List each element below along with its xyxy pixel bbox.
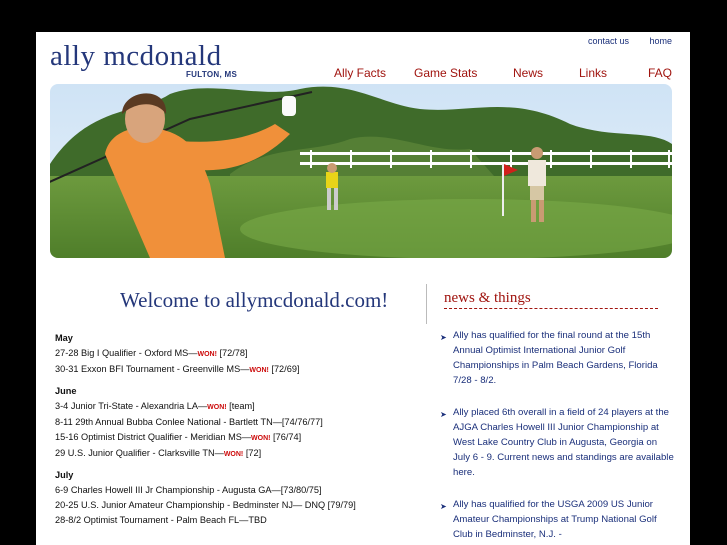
news-item[interactable]: ➤ Ally placed 6th overall in a field of 24 players at the AJGA Charles Howell III Junior Championship at West Lake Country Club in Augusta, Georgia on July 6 - 9. Current news and standings are available here.: [440, 407, 674, 478]
schedule-row: 30-31 Exxon BFI Tournament - Greenville MS—WON! [72/69]: [55, 364, 300, 374]
top-links: [570, 36, 672, 46]
won-badge: WON!: [197, 351, 217, 358]
news-item[interactable]: ➤ Ally has qualified for the USGA 2009 US Junior Amateur Championships at Trump National Golf Club in Bedminster, N.J. -: [440, 499, 657, 540]
schedule-row: 28-8/2 Optimist Tournament - Palm Beach FL—TBD: [55, 515, 267, 525]
nav-news[interactable]: News: [513, 66, 544, 80]
won-badge: WON!: [223, 451, 244, 458]
schedule-row: 27-28 Big I Qualifier - Oxford MS—WON! [72/78]: [55, 348, 248, 358]
welcome-heading: Welcome to allymcdonald.com!: [120, 288, 389, 312]
arrow-bullet-icon: ➤: [440, 333, 447, 342]
won-badge: WON!: [249, 367, 269, 374]
schedule-row: 8-11 29th Annual Bubba Conlee National - Bartlett TN—[74/76/77]: [55, 417, 323, 427]
news-divider: [444, 308, 658, 309]
news-list: [440, 328, 676, 545]
contact-us-link[interactable]: contact us: [587, 36, 629, 46]
nav-links[interactable]: Links: [579, 66, 608, 80]
month-heading: July: [55, 470, 74, 480]
page: [36, 32, 690, 545]
column-divider: [426, 284, 427, 324]
month-heading: May: [55, 333, 73, 343]
tournament-schedule: [55, 331, 415, 528]
nav-ally-facts[interactable]: Ally Facts: [334, 66, 387, 80]
hero-golf-photo: [50, 84, 672, 258]
home-link[interactable]: home: [649, 36, 672, 46]
won-badge: WON!: [251, 435, 271, 442]
main-nav: [36, 66, 690, 82]
schedule-row: 29 U.S. Junior Qualifier - Clarksville TN—WON! [72]: [55, 448, 262, 458]
arrow-bullet-icon: ➤: [440, 410, 447, 419]
schedule-row: 3-4 Junior Tri-State - Alexandria LA—WON! [team]: [55, 401, 255, 411]
schedule-row: 6-9 Charles Howell III Jr Championship - Augusta GA—[73/80/75]: [55, 485, 322, 495]
site-logo[interactable]: ally mcdonald: [50, 40, 222, 72]
news-item[interactable]: ➤ Ally has qualified for the final round at the 15th Annual Optimist International Junior Golf Championships in Palm Beach Gardens, Florida 7/28 - 8/2.: [440, 330, 658, 386]
arrow-bullet-icon: ➤: [440, 502, 447, 511]
month-heading: June: [55, 386, 77, 396]
schedule-row: 20-25 U.S. Junior Amateur Championship - Bedminster NJ— DNQ [79/79]: [55, 500, 356, 510]
logo-location: FULTON, MS: [186, 70, 238, 79]
schedule-row: 15-16 Optimist District Qualifier - Meridian MS—WON! [76/74]: [55, 432, 302, 442]
won-badge: WON!: [207, 404, 227, 411]
nav-faq[interactable]: FAQ: [648, 66, 673, 80]
news-heading: news & things: [444, 290, 531, 306]
nav-game-stats[interactable]: Game Stats: [414, 66, 478, 80]
